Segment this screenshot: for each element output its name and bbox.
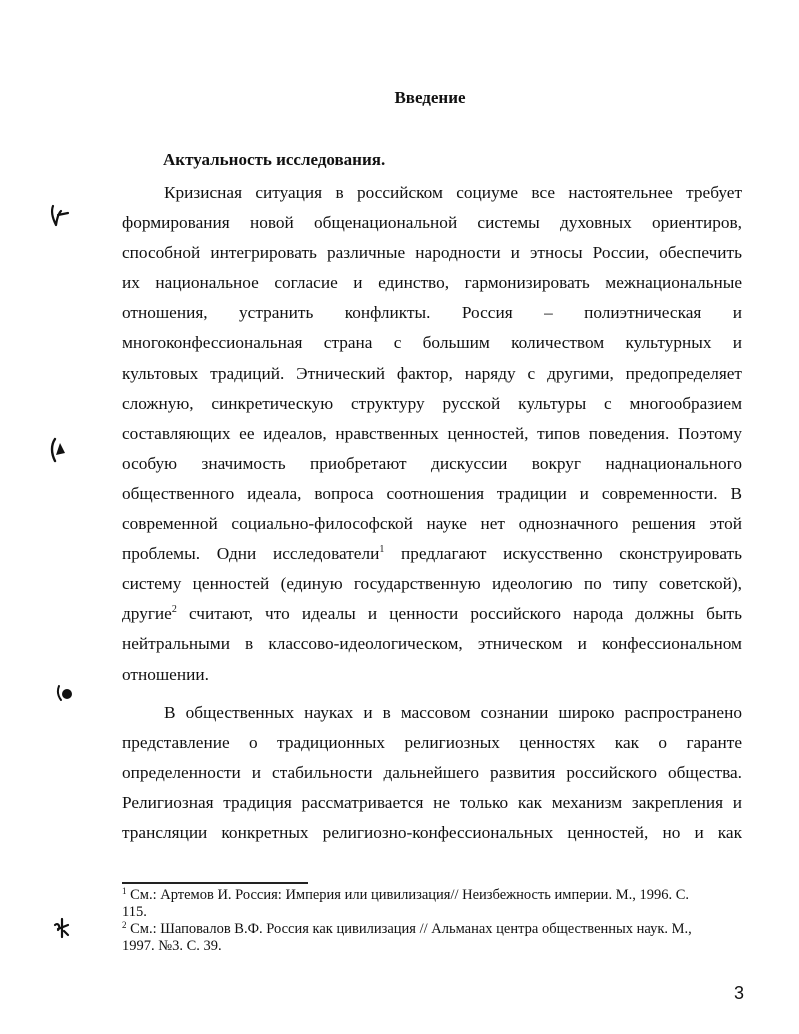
handwritten-mark-icon — [48, 203, 72, 231]
text-line: их национальное согласие и единство, гармонизировать межнациональные — [122, 273, 742, 293]
text-line: особую значимость приобретают дискуссии вокруг наднационального — [122, 453, 742, 473]
footnote-1-continuation: 115. — [122, 904, 147, 920]
text-line: определенности и стабильности дальнейшего развития российского общества. — [122, 763, 742, 783]
text-segment: проблемы. Одни исследователи — [122, 544, 380, 564]
footnote-separator — [122, 882, 308, 884]
text-line: отношения, устранить конфликты. Россия – полиэтническая и — [122, 303, 742, 323]
handwritten-mark-icon — [55, 682, 79, 704]
footnote-text: См.: Артемов И. Россия: Империя или цивилизация// Неизбежность империи. М., 1996. С. — [130, 887, 690, 903]
text-line: формирования новой общенациональной системы духовных ориентиров, — [122, 213, 742, 233]
text-segment: другие — [122, 604, 172, 624]
text-line: Кризисная ситуация в российском социуме все настоятельнее требует — [164, 183, 742, 202]
handwritten-mark-icon — [48, 435, 72, 465]
text-line: Религиозная традиция рассматривается не только как механизм закрепления и — [122, 793, 742, 813]
text-line: В общественных науках и в массовом сознании широко распространено — [164, 703, 742, 722]
text-line: составляющих ее идеалов, нравственных ценностей, типов поведения. Поэтому — [122, 423, 742, 443]
page-number: 3 — [734, 983, 745, 1003]
paragraph-1 — [122, 178, 742, 690]
footnote-number: 2 — [122, 920, 127, 930]
footnote-number: 1 — [122, 886, 127, 896]
text-line: представление о традиционных религиозных ценностях как о гаранте — [122, 733, 742, 753]
paragraph-2 — [122, 698, 742, 848]
text-line: отношении. — [122, 664, 209, 684]
footnote-2-continuation: 1997. №3. С. 39. — [122, 938, 222, 954]
handwritten-mark-icon — [52, 915, 76, 941]
text-line: современной социально-философской науке нет однозначного решения этой — [122, 514, 742, 534]
footnote-ref-2[interactable]: 2 — [171, 604, 177, 616]
footnote-2 — [122, 921, 762, 938]
footnote-1 — [122, 887, 762, 904]
text-line: способной интегрировать различные народности и этносы России, обеспечить — [122, 243, 742, 263]
text-segment: считают, что идеалы и ценности российского народа должны быть — [188, 604, 742, 624]
text-line: общественного идеала, вопроса соотношения традиции и современности. В — [122, 483, 742, 503]
text-line: многоконфессиональная страна с большим количеством культурных и — [122, 333, 742, 353]
text-line: трансляции конкретных религиозно-конфессиональных ценностей, но и как — [122, 823, 742, 843]
text-line: нейтральными в классово-идеологическом, этническом и конфессиональном — [122, 634, 742, 654]
text-line: систему ценностей (единую государственную идеологию по типу советской), — [122, 574, 742, 594]
text-line: культовых традиций. Этнический фактор, наряду с другими, предопределяет — [122, 363, 742, 383]
section-heading: Введение — [394, 88, 466, 107]
text-segment: предлагают искусственно сконструировать — [401, 544, 742, 564]
footnotes — [122, 887, 762, 955]
subsection-heading: Актуальность исследования. — [163, 150, 386, 169]
footnote-text: См.: Шаповалов В.Ф. Россия как цивилизация // Альманах центра общественных наук. М., — [130, 921, 692, 937]
text-line: сложную, синкретическую структуру русской культуры с многообразием — [122, 393, 742, 413]
text-line-with-footnote — [122, 599, 742, 629]
footnote-ref-1[interactable]: 1 — [379, 544, 385, 556]
text-line-with-footnote — [122, 539, 742, 569]
